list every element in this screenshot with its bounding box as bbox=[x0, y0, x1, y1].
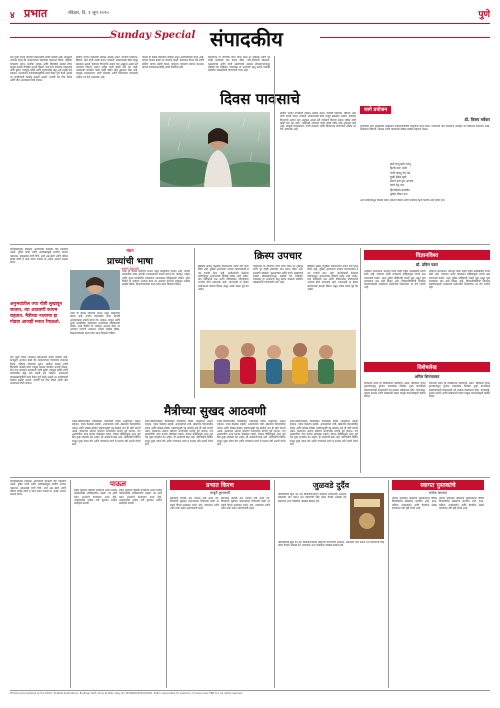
lead-col-4: निसर्गाच्या या देणगीचा योग्य वापर केला तर दुष्काळ आणि पूर दोन्ही संकटांवर मात करता येईल. नदी-नाल्यांची स्वच्छता, वृक्षलागवड आणि पाणी अडवण्याचे उपक्रम लोकसहभागातून राबवले गेले पाहिजेत. पावसाळा हा आनंदाचा ऋतू ठरावा यासाठी सर्वांनीच जबाबदारीने वागण्याची गरज आहे. bbox=[208, 56, 270, 73]
header-rule-right bbox=[320, 37, 490, 38]
bottom-left-col bbox=[10, 480, 66, 688]
prachin-title: प्राच्यांची भाषा bbox=[107, 257, 153, 267]
friends-group-photo bbox=[200, 330, 356, 388]
lead-col-1: यंदा पुन्हा एकदा पावसाने वेळेआधीच हजेरी लावली आहे. मान्सूनचे आगमन झाले की शेतकऱ्यांच्या चेहऱ्यावर समाधान दिसते. पहिल्या पावसाचा सुगंध, मातीचा दरवळ आणि हिरवाईने नटलेले डोंगर यामुळे मनाला वेगळीच उभारी मिळते. मात्र याच पावसाने शहरांमध्ये पाणी तुंबणे, वाहतूक कोंडी आणि रस्त्यांवरील खड्डे असे प्रश्नही उभे राहतात. प्रशासनाने पावसाळ्यापूर्वीची कामे वेळेत पूर्ण केली असती तर नागरिकांची गैरसोय टळली असती. दरवर्षी तेच चित्र दिसते आणि तीच आश्वासने दिली जातात. bbox=[10, 56, 72, 83]
krishi-body-2: निसर्गाच्या या देणगीचा योग्य वापर केला तर दुष्काळ आणि पूर दोन्ही संकटांवर मात करता येईल. नदी-नाल्यांची स्वच्छता, वृक्षलागवड आणि पाणी अडवण्याचे उपक्रम लोकसहभागातून राबवले गेले पाहिजेत. पावसाळा हा आनंदाचा ऋतू ठरावा यासाठी सर्वांनीच जबाबदारीने वागण्याची गरज आहे. bbox=[252, 265, 304, 285]
right-mid-author: डॉ. प्रविण पवार bbox=[416, 262, 438, 267]
sidebar-top-author: डॉ. विजय मर्वेकर bbox=[464, 117, 490, 122]
right-mid-tag: विज्ञानविश्व bbox=[364, 250, 490, 260]
poem-line: निसर्ग हाच गुरू आपला bbox=[390, 179, 414, 184]
krishi-block bbox=[198, 248, 358, 328]
bottom-body-3a: नव्याने प्रकाशित झालेल्या पुस्तकांमध्ये विविध विषयांवरील लेखनाचा समावेश आहे. कथा, कविता, प्रवासवर्णन आणि वैचारिक लेखन वाचकांना नवी दृष्टी देणारे आहे. bbox=[392, 497, 437, 510]
sidebar-top-poem bbox=[390, 162, 490, 196]
mid-left-col-2: यंदा पुन्हा एकदा पावसाने वेळेआधीच हजेरी लावली आहे. मान्सूनचे आगमन झाले की शेतकऱ्यांच्या चेहऱ्यावर समाधान दिसते. पहिल्या पावसाचा सुगंध, मातीचा दरवळ आणि हिरवाईने नटलेले डोंगर यामुळे मनाला वेगळीच उभारी मिळते. मात्र याच पावसाने शहरांमध्ये पाणी तुंबणे, वाहतूक कोंडी आणि रस्त्यांवरील खड्डे असे प्रश्नही उभे राहतात. प्रशासनाने पावसाळ्यापूर्वीची कामे वेळेत पूर्ण केली असती तर नागरिकांची गैरसोय टळली असती. दरवर्षी तेच चित्र दिसते आणि तीच आश्वासने दिली जातात. bbox=[10, 356, 68, 386]
prachin-body-2: भाषा ही केवळ संवादाचे साधन नसून संस्कृतीचा वारसा आहे. प्राचीन ग्रंथांमधील भाषा आजही अभ्यासकांना नवनवे संदर्भ देते. संस्कृत, प्राकृत आणि जुन्या मराठीतील शब्दसंपदा आपल्याला इतिहासाशी जोडते. नव्या पिढीने या भाषांचा अभ्यास केला तर आपल्या परंपरेचे आकलन अधिक सखोल होईल. शिक्षणव्यवस्थेत याला योग्य स्थान मिळाले पाहिजे. bbox=[70, 312, 120, 335]
prachin-author: अरुण देशपांडे bbox=[121, 267, 139, 271]
bottom-left-body: पावसाळ्याच्या दिवसांत आरोग्याची काळजी घेणे महत्त्वाचे असते. दूषित पाणी आणि अस्वच्छतेमुळे साथीचे आजार पसरतात. उकळलेले पाणी पिणे, ताजे अन्न खाणे आणि परिसर स्वच्छ ठेवणे हे साधे उपाय पाळले तर अनेक आजार टाळता येतात. bbox=[10, 480, 66, 497]
newspaper-logo: प्रभात bbox=[24, 7, 48, 20]
mid-divider-2 bbox=[360, 248, 361, 473]
right-mid-body-2: अवकाश संशोधनात भारताने गेल्या काही वर्षांत उल्लेखनीय प्रगती केली आहे. चांद्रयान आणि मंगळयान मोहिमांमुळे जगाचे लक्ष भारताकडे वळले. आता पुढील मोहिमांची तयारी सुरू असून युवा शास्त्रज्ञांना यात संधी मिळत आहे. विज्ञानाविषयीची जिज्ञासा वाढवण्यासाठी शाळांमध्ये प्रयोगशील शिक्षणावर भर देणे गरजेचे आहे. bbox=[428, 270, 490, 290]
bottom-title-3: स्वागत पुस्तकांचे bbox=[392, 480, 484, 490]
bottom-item-0 bbox=[70, 480, 162, 688]
sidebar-top-tag: जागे प्रयोजन bbox=[360, 106, 391, 114]
sidebar-top bbox=[360, 96, 490, 246]
bottom-body-0a: लहान मुलांच्या पहिल्या पावलाचा आनंद प्रत्येक पालकासाठी अविस्मरणीय असतो. त्या क्षणी घरात आनंदाचे वातावरण तयार होते. आयुष्यातील प्रत्येक नवी सुरुवात अशीच उत्साहाने करावी. bbox=[74, 489, 117, 506]
poem-line: हिरवाईच्या सावलीत bbox=[390, 187, 410, 192]
sunday-special-label: Sunday Special bbox=[110, 30, 196, 41]
mid-story-body-2: शाळा-कॉलेजमधील मित्रांसोबत घालवलेले दिवस आयुष्यभर लक्षात राहतात. एकत्र केलेल्या सहली, अभ्यासाच्या रात्री, खेळाच्या मैदानावरील धमाल आणि छोट्या-मोठ्या भांडणांतूनही घट्ट झालेले नाते ही खरी संपत्ती असते. काळाच्या ओघात सर्वजण आपापल्या मार्गाने पुढे जातात, पण आठवणींचा धागा कायम जोडलेला राहतो. सोशल मीडियामुळे आज जुने मित्र पुन्हा संपर्कात येत आहेत, ही आनंदाची बाब आहे. भेटीगाठींचे निमित्त साधून पुन्हा एकत्र येणे आणि गप्पांमध्ये रमणे हे मनाला नवी उभारी देणारे ठरते. bbox=[144, 420, 213, 447]
prachin-kicker: मंथन bbox=[126, 248, 134, 253]
lead-col-3: पाऊस हा केवळ निसर्गाचा सोहळा नसून अर्थव्यवस्थेचा कणा आहे. चांगला पाऊस झाला तर उत्पादन वाढते, बाजारात चैतन्य येते आणि ग्रामीण भागात खरेदी वाढते. म्हणूनच पावसाचे स्वागत करताना त्याच्या व्यवस्थापनाचीही तयारी ठेवायला हवी. bbox=[142, 56, 204, 69]
bottom-strip bbox=[10, 480, 490, 688]
book-cover-image bbox=[350, 493, 384, 539]
lead-headline: दिवस पावसाचे bbox=[220, 90, 300, 108]
poem-line: फुलेल जीवन गान bbox=[390, 192, 408, 197]
mid-story-body-3: शाळा-कॉलेजमधील मित्रांसोबत घालवलेले दिवस आयुष्यभर लक्षात राहतात. एकत्र केलेल्या सहली, अभ्यासाच्या रात्री, खेळाच्या मैदानावरील धमाल आणि छोट्या-मोठ्या भांडणांतूनही घट्ट झालेले नाते ही खरी संपत्ती असते. काळाच्या ओघात सर्वजण आपापल्या मार्गाने पुढे जातात, पण आठवणींचा धागा कायम जोडलेला राहतो. सोशल मीडियामुळे आज जुने मित्र पुन्हा संपर्कात येत आहेत, ही आनंदाची बाब आहे. भेटीगाठींचे निमित्त साधून पुन्हा एकत्र येणे आणि गप्पांमध्ये रमणे हे मनाला नवी उभारी देणारे ठरते. bbox=[217, 420, 286, 447]
footer-rule bbox=[10, 690, 490, 691]
poem-line: त्याचे ठेवू भान bbox=[390, 183, 405, 188]
bottom-author-1: माधुरी कुलकर्णी bbox=[210, 491, 230, 495]
right-low-body-2: वाचनाची सवय ही व्यक्तिमत्त्व घडवणारी असते. डिजिटल युगात पुस्तकांपासून दुरावत चाललेल्या पिढीला पुन्हा वाचनाकडे वळवण्यासाठी ग्रंथालयांनी नवे उपक्रम राबवायला हवेत. वाचनकट्टे, पुस्तक प्रदर्शने आणि लेखकांशी संवाद यामुळे वाचनसंस्कृती वाढीस लागेल. bbox=[428, 382, 490, 399]
sidebar-top-tail: अशा कवितांमधून दिलेला संदेश मनाला भिडतो आणि प्रत्येकाने कृती करावी अशी प्रेरणा देतो. bbox=[360, 199, 446, 203]
page-number: ४ bbox=[10, 11, 15, 21]
book-cover-illustration bbox=[350, 493, 384, 539]
masthead-date: रविवार, दि. १ जून २०२५ bbox=[68, 11, 109, 16]
friends-illustration bbox=[200, 330, 356, 388]
bottom-item-1 bbox=[166, 480, 270, 688]
bottom-item-3 bbox=[388, 480, 484, 688]
poem-line: झाडे लावू झाडे जगवू bbox=[390, 162, 411, 166]
header-rule-left bbox=[10, 37, 110, 38]
bottom-body-1a: सकाळचे कोवळे ऊन मनाला नवी ऊर्जा देते. दिवसाची सुरुवात सकारात्मक विचारांनी केली तर संपूर्ण दिवस उत्साहात जातो. योग, प्राणायाम आणि ध्यान यांचा सराव आरोग्यदायी ठरतो. bbox=[170, 497, 219, 510]
krishi-body-1: वैद्यकीय क्षेत्रात जनुकीय संपादनाच्या तंत्राने नवी दिशा दिली आहे. दुर्मिळ आजारांवर उपचार करण्यासाठी हे तंत्र प्रभावी ठरत आहे. संशोधकांनी केलेल्या प्रयोगांमधून आशादायक निष्कर्ष समोर आले आहेत. मात्र नैतिकतेचे प्रश्न आणि दीर्घकालीन परिणामांचा अभ्यास होणे आवश्यक आहे. भारतातही या क्षेत्रात संशोधनाला चालना मिळत असून अनेक संस्था पुढे येत आहेत. bbox=[198, 265, 249, 292]
prachin-photo-girl bbox=[70, 270, 120, 310]
masthead bbox=[10, 6, 490, 22]
poem-line: पाणी वाचवू थेंब थेंब bbox=[390, 170, 411, 175]
sidebar-top-body: पुण्यातील एका सामाजिक उपक्रमाने पर्यावरणाविषयी जागृतीचा संदेश दिला. निसर्गाशी नाते जपण्याचे आवाहन या निमित्ताने करण्यात आले. उपक्रमात विद्यार्थी, शिक्षक आणि पालकांनी मोठ्या संख्येने सहभाग घेतला. bbox=[360, 125, 490, 132]
mid-story-body-4: शाळा-कॉलेजमधील मित्रांसोबत घालवलेले दिवस आयुष्यभर लक्षात राहतात. एकत्र केलेल्या सहली, अभ्यासाच्या रात्री, खेळाच्या मैदानावरील धमाल आणि छोट्या-मोठ्या भांडणांतूनही घट्ट झालेले नाते ही खरी संपत्ती असते. काळाच्या ओघात सर्वजण आपापल्या मार्गाने पुढे जातात, पण आठवणींचा धागा कायम जोडलेला राहतो. सोशल मीडियामुळे आज जुने मित्र पुन्हा संपर्कात येत आहेत, ही आनंदाची बाब आहे. भेटीगाठींचे निमित्त साधून पुन्हा एकत्र येणे आणि गप्पांमध्ये रमणे हे मनाला नवी उभारी देणारे ठरते. bbox=[289, 420, 358, 447]
prachin-body: भाषा ही केवळ संवादाचे साधन नसून संस्कृतीचा वारसा आहे. प्राचीन ग्रंथांमधील भाषा आजही अभ्यासकांना नवनवे संदर्भ देते. संस्कृत, प्राकृत आणि जुन्या मराठीतील शब्दसंपदा आपल्याला इतिहासाशी जोडते. नव्या पिढीने या भाषांचा अभ्यास केला तर आपल्या परंपरेचे आकलन अधिक सखोल होईल. शिक्षणव्यवस्थेत याला योग्य स्थान मिळाले पाहिजे. bbox=[122, 270, 190, 287]
rain-scene-illustration bbox=[160, 112, 270, 187]
lead-col-5: ग्रामीण भागात पावसाची प्रतीक्षा अधिक असते. पेरणीचे नियोजन, बियाणे, खते यांची तयारी करून शेतकरी आकाशाकडे डोळे लावून बसलेला असतो. हवामान विभागाचे अंदाज यंदा अनुकूल असले तरी पावसाचे वितरण समान राहील याची खात्री देता येत नाही. अवकाळी पावसाने गेल्या काही वर्षांत मोठे नुकसान केले आहे. त्यामुळे जलसंधारण, पाणी साठवण आणि सिंचनाच्या योजनांवर अधिक भर देणे आवश्यक आहे. bbox=[280, 112, 356, 132]
bottom-body-3b: नव्याने प्रकाशित झालेल्या पुस्तकांमध्ये विविध विषयांवरील लेखनाचा समावेश आहे. कथा, कविता, प्रवासवर्णन आणि वैचारिक लेखन वाचकांना नवी दृष्टी देणारे आहे. bbox=[439, 497, 484, 510]
bottom-body-2a: परिस्थितीशी झुंज देत यश मिळवणाऱ्यांच्या कहाण्या प्रेरणादायी असतात. संकटांवर मात करून उभे राहण्याची जिद्द त्यांना वेगळी ओळख देते. समाजाने अशा व्यक्तींना पाठबळ द्यायला हवे. bbox=[278, 493, 347, 503]
city-edition: पुणे bbox=[478, 10, 490, 20]
krishi-body-3: वैद्यकीय क्षेत्रात जनुकीय संपादनाच्या तंत्राने नवी दिशा दिली आहे. दुर्मिळ आजारांवर उपचार करण्यासाठी हे तंत्र प्रभावी ठरत आहे. संशोधकांनी केलेल्या प्रयोगांमधून आशादायक निष्कर्ष समोर आले आहेत. मात्र नैतिकतेचे प्रश्न आणि दीर्घकालीन परिणामांचा अभ्यास होणे आवश्यक आहे. भारतातही या क्षेत्रात संशोधनाला चालना मिळत असून अनेक संस्था पुढे येत आहेत. bbox=[307, 265, 359, 292]
mid-left-col: पावसाळ्याच्या दिवसांत आरोग्याची काळजी घेणे महत्त्वाचे असते. दूषित पाणी आणि अस्वच्छतेमुळे साथीचे आजार पसरतात. उकळलेले पाणी पिणे, ताजे अन्न खाणे आणि परिसर स्वच्छ ठेवणे हे साधे उपाय पाळले तर अनेक आजार टाळता येतात. bbox=[10, 248, 68, 265]
right-low-author: अनिल शिरगावकर bbox=[414, 374, 440, 379]
right-mid-body-1: अवकाश संशोधनात भारताने गेल्या काही वर्षांत उल्लेखनीय प्रगती केली आहे. चांद्रयान आणि मंगळयान मोहिमांमुळे जगाचे लक्ष भारताकडे वळले. आता पुढील मोहिमांची तयारी सुरू असून युवा शास्त्रज्ञांना यात संधी मिळत आहे. विज्ञानाविषयीची जिज्ञासा वाढवण्यासाठी शाळांमध्ये प्रयोगशील शिक्षणावर भर देणे गरजेचे आहे. bbox=[364, 270, 426, 290]
imprint-line: Printed and published by the Editor, Prabhat Publications, Budhwar Peth, Pune 411002. Reg. No. MAHMAR/2020/00000. Editor responsible for selection of news under PRB Act. All rights reserved. bbox=[10, 692, 243, 695]
mid-divider-1 bbox=[194, 248, 195, 398]
bottom-body-2b: परिस्थितीशी झुंज देत यश मिळवणाऱ्यांच्या कहाण्या प्रेरणादायी असतात. संकटांवर मात करून उभे राहण्याची जिद्द त्यांना वेगळी ओळख देते. समाजाने अशा व्यक्तींना पाठबळ द्यायला हवे. bbox=[278, 541, 384, 548]
lead-bottom-rule bbox=[10, 244, 490, 245]
masthead-rule bbox=[10, 23, 490, 24]
poem-line: हिरवी करू धरती bbox=[390, 166, 407, 171]
bottom-body-1b: सकाळचे कोवळे ऊन मनाला नवी ऊर्जा देते. दिवसाची सुरुवात सकारात्मक विचारांनी केली तर संपूर्ण दिवस उत्साहात जातो. योग, प्राणायाम आणि ध्यान यांचा सराव आरोग्यदायी ठरतो. bbox=[221, 497, 270, 510]
lead-photo-woman-in-rain bbox=[160, 112, 270, 187]
bottom-body-0b: लहान मुलांच्या पहिल्या पावलाचा आनंद प्रत्येक पालकासाठी अविस्मरणीय असतो. त्या क्षणी घरात आनंदाचे वातावरण तयार होते. आयुष्यातील प्रत्येक नवी सुरुवात अशीच उत्साहाने करावी. bbox=[119, 489, 162, 506]
krishi-title: क्रिस्प उपचार bbox=[254, 251, 302, 262]
lead-headline-box bbox=[160, 88, 360, 110]
pull-quote: अनुभवांतील ज्या गोष्टी सुखावून जातात, त्या आठवणी कायम राहतात. मैत्रीच्या नात्याचा हा गोडवा आजही मनात रेंगाळतो. bbox=[10, 302, 63, 325]
right-low-body-1: वाचनाची सवय ही व्यक्तिमत्त्व घडवणारी असते. डिजिटल युगात पुस्तकांपासून दुरावत चाललेल्या पिढीला पुन्हा वाचनाकडे वळवण्यासाठी ग्रंथालयांनी नवे उपक्रम राबवायला हवेत. वाचनकट्टे, पुस्तक प्रदर्शने आणि लेखकांशी संवाद यामुळे वाचनसंस्कृती वाढीस लागेल. bbox=[364, 382, 426, 399]
mid-story-title: मैत्रीच्या सुखद आठवणी bbox=[163, 404, 267, 418]
section-title: संपादकीय bbox=[210, 27, 283, 51]
bottom-title-1: प्रभात किरण bbox=[170, 480, 270, 490]
poem-line: सुखी होईल सृष्टी bbox=[390, 174, 407, 179]
bottom-title-2: जुळवडे दुर्दैव bbox=[312, 481, 350, 490]
sidebar-divider bbox=[274, 56, 275, 241]
mid-story-body-1: शाळा-कॉलेजमधील मित्रांसोबत घालवलेले दिवस आयुष्यभर लक्षात राहतात. एकत्र केलेल्या सहली, अभ्यासाच्या रात्री, खेळाच्या मैदानावरील धमाल आणि छोट्या-मोठ्या भांडणांतूनही घट्ट झालेले नाते ही खरी संपत्ती असते. काळाच्या ओघात सर्वजण आपापल्या मार्गाने पुढे जातात, पण आठवणींचा धागा कायम जोडलेला राहतो. सोशल मीडियामुळे आज जुने मित्र पुन्हा संपर्कात येत आहेत, ही आनंदाची बाब आहे. भेटीगाठींचे निमित्त साधून पुन्हा एकत्र येणे आणि गप्पांमध्ये रमणे हे मनाला नवी उभारी देणारे ठरते. bbox=[72, 420, 141, 447]
mid-bottom-rule bbox=[10, 477, 490, 478]
bottom-title-0: पाऊल bbox=[109, 480, 127, 488]
portrait-illustration bbox=[70, 270, 120, 310]
mid-story-body-wrap bbox=[72, 420, 358, 474]
lead-col-2: ग्रामीण भागात पावसाची प्रतीक्षा अधिक असते. पेरणीचे नियोजन, बियाणे, खते यांची तयारी करून शेतकरी आकाशाकडे डोळे लावून बसलेला असतो. हवामान विभागाचे अंदाज यंदा अनुकूल असले तरी पावसाचे वितरण समान राहील याची खात्री देता येत नाही. अवकाळी पावसाने गेल्या काही वर्षांत मोठे नुकसान केले आहे. त्यामुळे जलसंधारण, पाणी साठवण आणि सिंचनाच्या योजनांवर अधिक भर देणे आवश्यक आहे. bbox=[76, 56, 138, 79]
right-low-tag: विशेषलेख bbox=[364, 362, 490, 372]
right-low bbox=[364, 362, 490, 474]
bottom-author-3: मनोज जगताप bbox=[428, 491, 448, 495]
right-mid bbox=[364, 250, 490, 360]
section-header bbox=[10, 26, 490, 52]
bottom-item-2 bbox=[274, 480, 384, 688]
